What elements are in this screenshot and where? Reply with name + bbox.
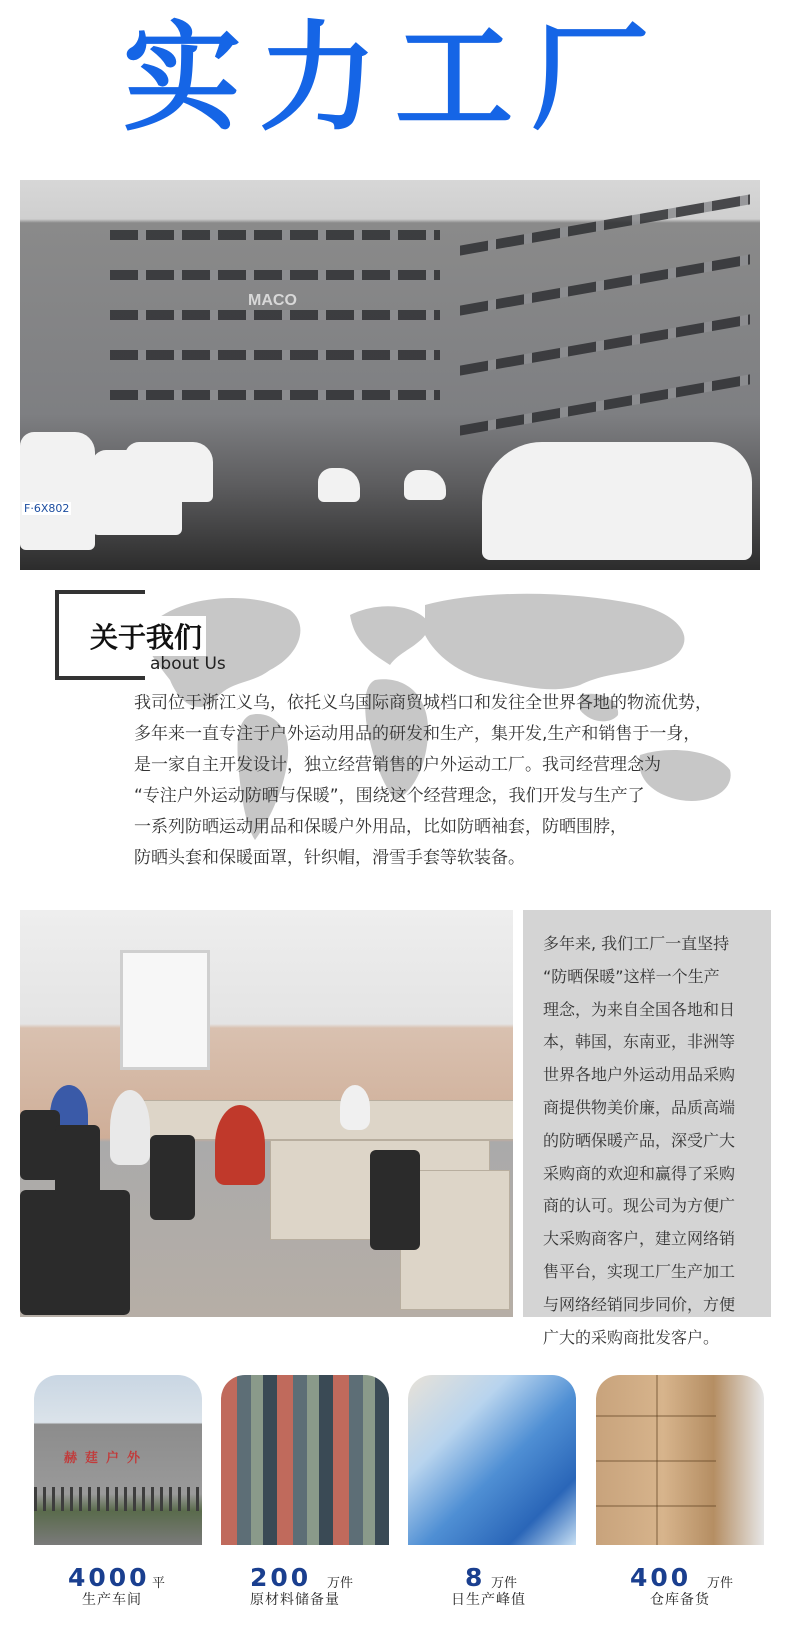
workshop-photo — [34, 1375, 202, 1545]
about-line: 一系列防晒运动用品和保暖户外用品，比如防晒袖套，防晒围脖， — [134, 817, 627, 837]
stat-number: 400 — [630, 1563, 692, 1592]
about-title-cn: 关于我们 — [86, 616, 206, 656]
hero-title: 实力工厂 — [122, 9, 667, 147]
factory-building-photo — [20, 180, 760, 570]
stat-label: 原材料储备量 — [250, 1592, 340, 1608]
side-line: 理念，为来自全国各地和日 — [543, 999, 736, 1019]
side-line: 售平台，实现工厂生产加工 — [543, 1261, 736, 1281]
side-line: 多年来, 我们工厂一直坚持 — [543, 934, 730, 953]
license-plate: F·6X802 — [24, 502, 70, 515]
side-line: 的防晒保暖产品，深受广大 — [543, 1130, 736, 1150]
side-line: 本，韩国，东南亚，非洲等 — [543, 1032, 736, 1052]
side-line: 商的认可。现公司为方便广 — [543, 1196, 736, 1216]
raw-material-photo — [221, 1375, 389, 1545]
side-line: 广大的采购商批发客户。 — [543, 1327, 720, 1347]
side-line: 与网络经销同步同价，方便 — [543, 1294, 736, 1314]
about-line: 防晒头套和保暖面罩，针织帽，滑雪手套等软装备。 — [134, 848, 525, 868]
stat-number: 4000 — [68, 1563, 150, 1592]
product-photo — [408, 1375, 576, 1545]
building-sign: MACO — [248, 292, 297, 309]
side-line: 大采购商客户，建立网络销 — [543, 1229, 736, 1249]
stat-number: 8 — [465, 1563, 486, 1592]
about-title-en: about Us — [150, 654, 226, 674]
stat-unit: 平 — [152, 1576, 166, 1591]
about-line: 我司位于浙江义乌，依托义乌国际商贸城档口和发往全世界各地的物流优势， — [134, 693, 712, 713]
stat-unit: 万件 — [327, 1576, 354, 1591]
workshop-sign: 赫莛户外 — [64, 1451, 149, 1466]
side-panel-text — [543, 928, 755, 1354]
side-line: 采购商的欢迎和赢得了采购 — [543, 1163, 736, 1183]
about-line: 多年来一直专注于户外运动用品的研发和生产，集开发,生产和销售于一身， — [134, 724, 701, 744]
warehouse-photo — [596, 1375, 764, 1545]
stat-unit: 万件 — [707, 1576, 734, 1591]
about-line: 是一家自主开发设计，独立经营销售的户外运动工厂。我司经营理念为 — [134, 755, 661, 775]
stat-label: 日生产峰值 — [451, 1592, 526, 1608]
stat-label: 生产车间 — [82, 1592, 142, 1608]
stat-unit: 万件 — [491, 1576, 518, 1591]
office-photo — [20, 910, 513, 1317]
stat-label: 仓库备货 — [650, 1592, 710, 1608]
side-line: “防晒保暖”这样一个生产 — [543, 966, 720, 986]
stat-number: 200 — [250, 1563, 312, 1592]
side-line: 商提供物美价廉，品质高端 — [543, 1097, 736, 1117]
about-line: “专注户外运动防晒与保暖”，围绕这个经营理念，我们开发与生产了 — [134, 786, 645, 806]
side-line: 世界各地户外运动用品采购 — [543, 1065, 736, 1085]
about-description — [134, 688, 774, 874]
